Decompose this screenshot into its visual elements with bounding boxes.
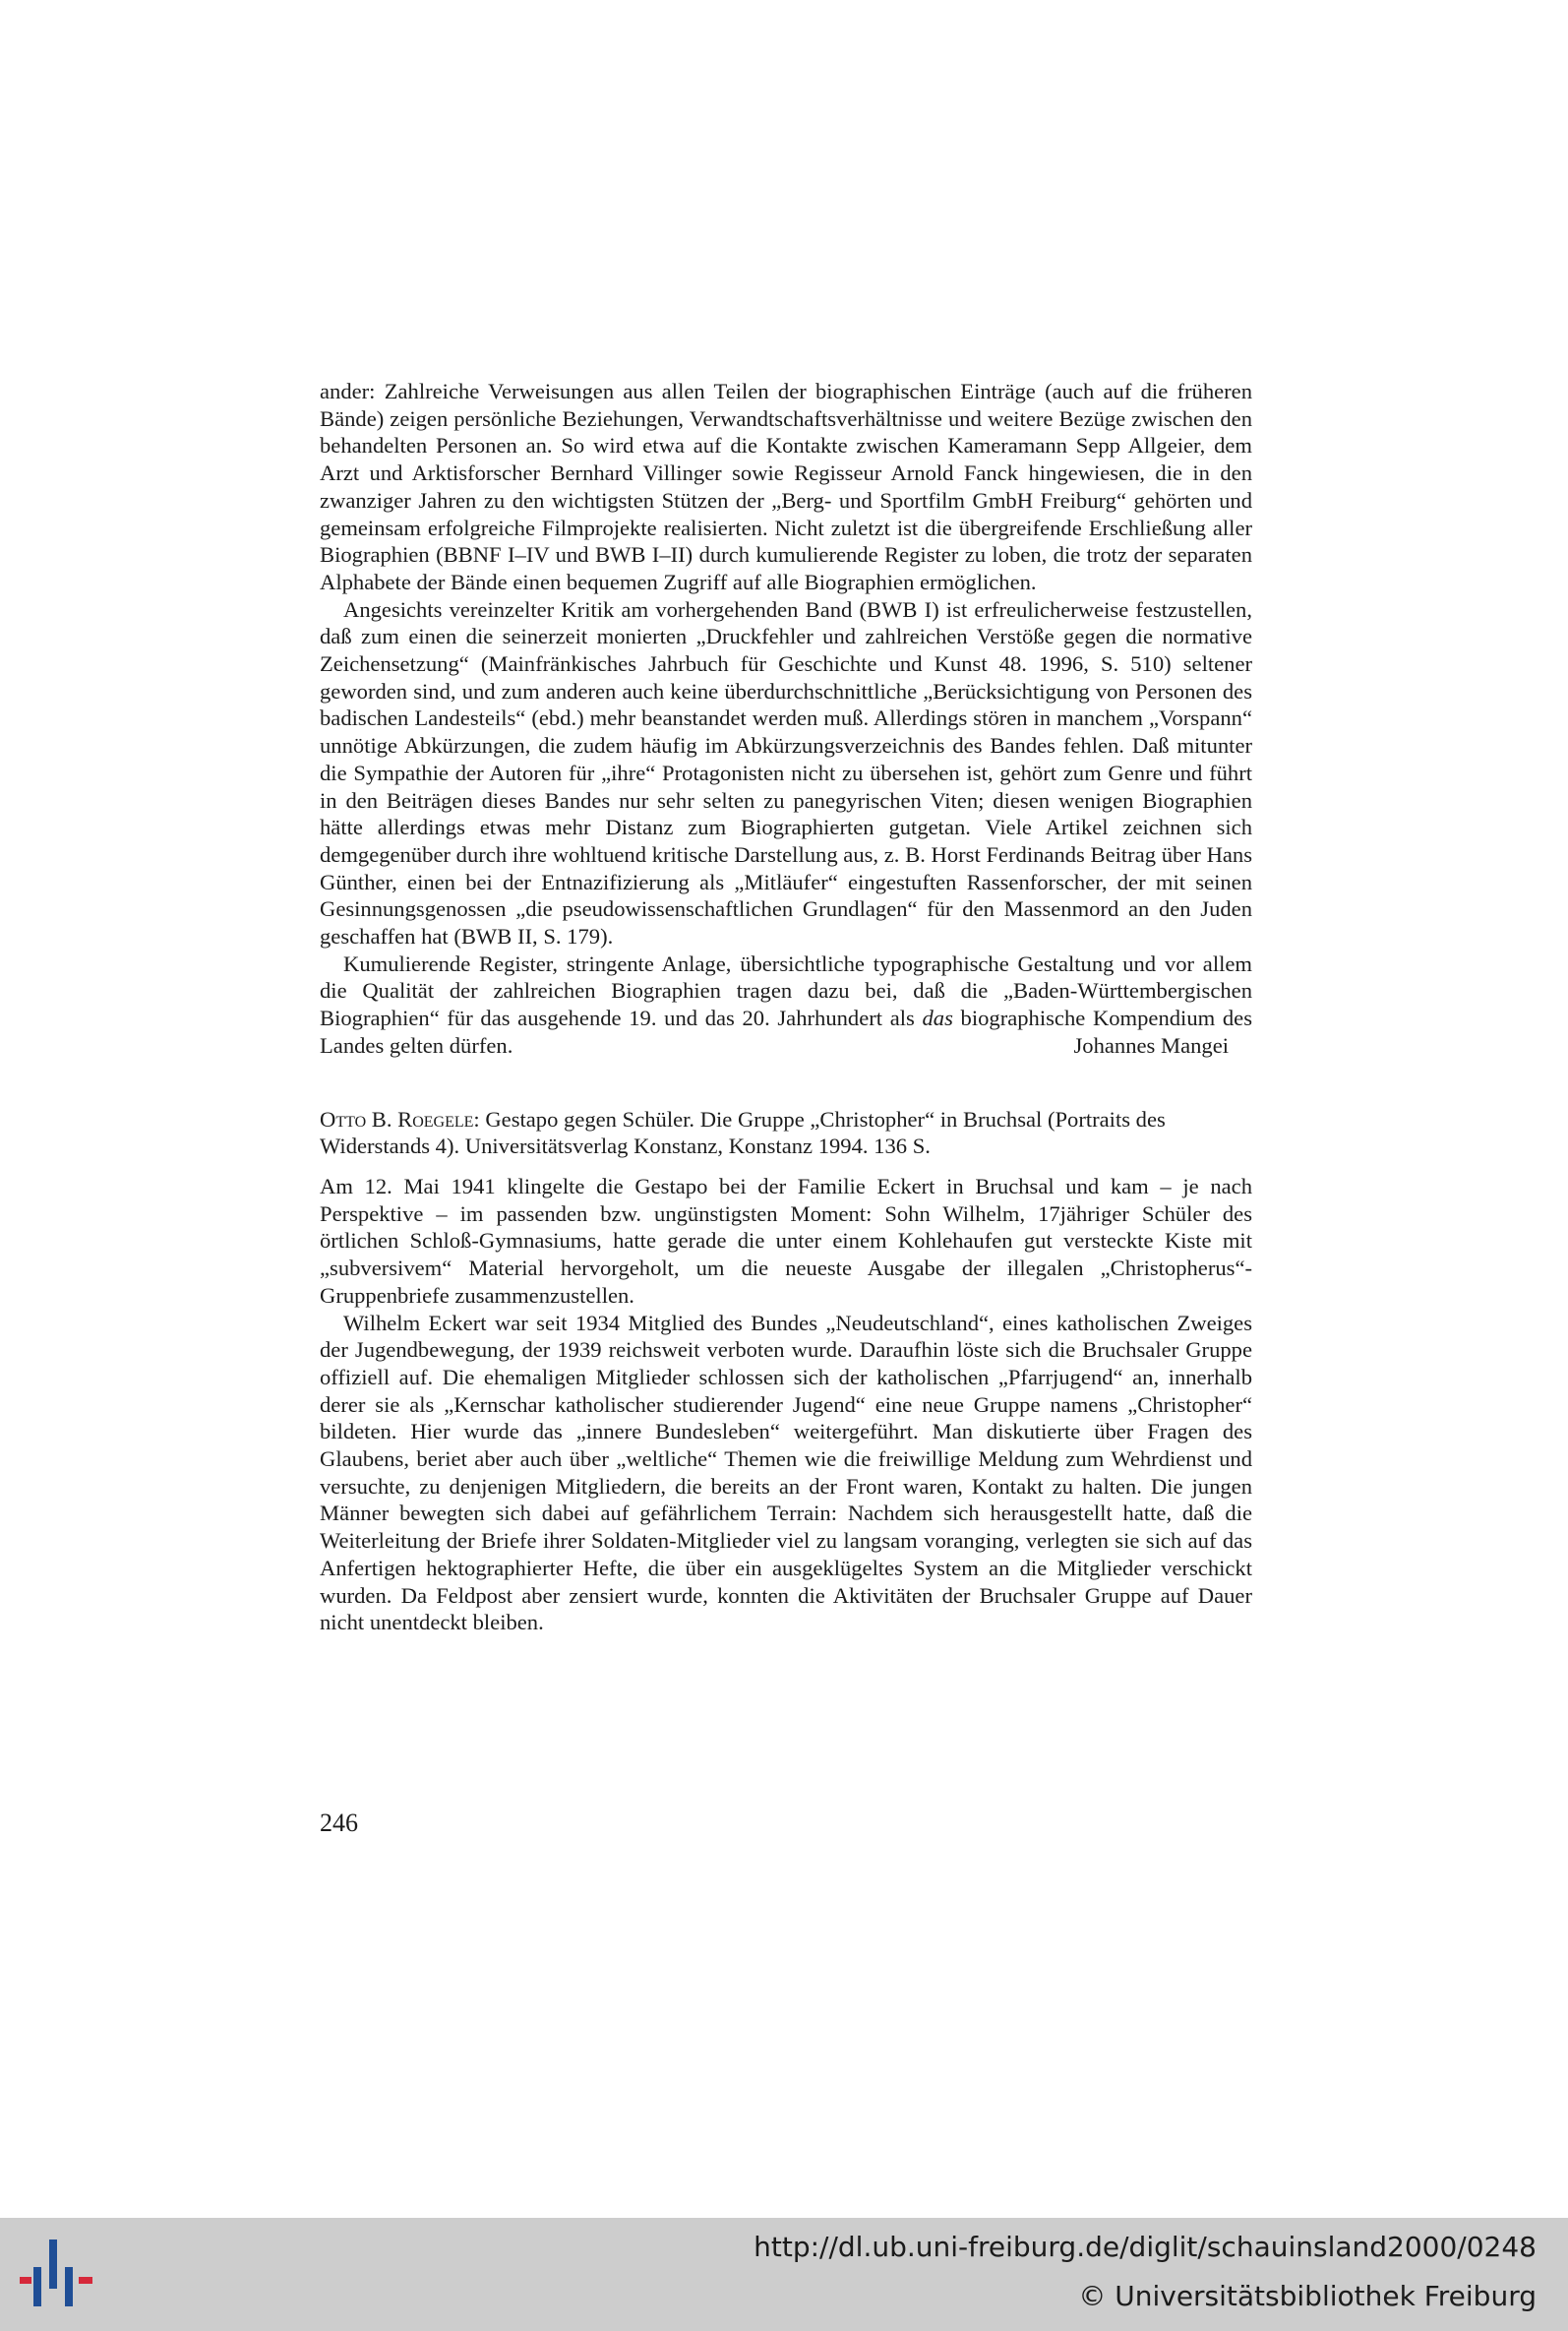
review-title: : Gestapo gegen Schüler. Die Gruppe „Christopher“ in Bruchsal (Portraits des Widerstands 4). Universitätsverlag Konstanz, Konstanz 1994. 136 S. [320, 1106, 1166, 1159]
page-number: 246 [320, 1809, 358, 1837]
review-paragraph-1: Am 12. Mai 1941 klingelte die Gestapo bei der Familie Eckert in Bruchsal und kam – je nach Perspektive – im passenden bzw. ungünstigsten Moment: Sohn Wilhelm, 17jähriger Schüler des örtlichen Schloß-Gymnasiums, hatte gerade die unter einem Kohlehaufen gut versteckte Kiste mit „subversivem“ Material hervorgeholt, um die neueste Ausgabe der illegalen „Christopherus“-Gruppenbriefe zusammenzustellen. [320, 1173, 1252, 1308]
article-paragraph-1: ander: Zahlreiche Verweisungen aus allen Teilen der biographischen Einträge (auch auf die früheren Bände) zeigen persönliche Beziehungen, Verwandtschaftsverhältnisse und weitere Bezüge zwischen den behandelten Personen an. So wird etwa auf die Kontakte zwischen Kameramann Sepp Allgeier, dem Arzt und Arktisforscher Bernhard Villinger sowie Regisseur Arnold Fanck hingewiesen, die in den zwanziger Jahren zu den wichtigsten Stützen der „Berg- und Sportfilm GmbH Freiburg“ gehörten und gemeinsam erfolgreiche Filmprojekte realisierten. Nicht zuletzt ist die übergreifende Erschließung aller Biographien (BBNF I–IV und BWB I–II) durch kumulierende Register zu loben, die trotz der separaten Alphabete der Bände einen bequemen Zugriff auf alle Biographien ermöglichen. [320, 379, 1252, 594]
reviewer-signature: Johannes Mangei [1073, 1032, 1229, 1058]
review-paragraph-2: Wilhelm Eckert war seit 1934 Mitglied des Bundes „Neudeutschland“, eines katholischen Zweiges der Jugendbewegung, der 1939 reichsweit verboten wurde. Daraufhin löste sich die Bruchsaler Gruppe offiziell auf. Die ehemaligen Mitglieder schlossen sich der katholischen „Pfarrjugend“ an, innerhalb derer sie als „Kernschar katholischer studierender Jugend“ eine neue Gruppe namens „Christopher“ bildeten. Hier wurde das „innere Bundesleben“ weitergeführt. Man diskutierte über Fragen des Glaubens, beriet aber auch über „weltliche“ Themen wie die freiwillige Meldung zum Wehrdienst und versuchte, zu denjenigen Mitgliedern, die bereits an der Front waren, Kontakt zu halten. Die jungen Männer bewegten sich dabei auf gefährlichem Terrain: Nachdem sich herausgestellt hatte, daß die Weiterleitung der Briefe ihrer Soldaten-Mitglieder viel zu langsam voranging, verlegten sie sich auf das Anfertigen hektographierter Hefte, die über ein ausgeklügeltes System an die Mitglieder verschickt wurden. Da Feldpost aber zensiert wurde, konnten die Aktivitäten der Bruchsaler Gruppe auf Dauer nicht unentdeckt bleiben. [320, 1310, 1252, 1635]
article-paragraph-3 [320, 951, 1252, 1060]
ub-freiburg-logo-icon [20, 2232, 98, 2320]
article-paragraph-2: Angesichts vereinzelter Kritik am vorhergehenden Band (BWB I) ist erfreulicherweise festzustellen, daß zum einen die seinerzeit monierten „Druckfehler und zahlreichen Verstöße gegen die normative Zeichensetzung“ (Mainfränkisches Jahrbuch für Geschichte und Kunst 48. 1996, S. 510) seltener geworden sind, und zum anderen auch keine überdurchschnittliche „Berücksichtigung von Personen des badischen Landesteils“ (ebd.) mehr beanstandet werden muß. Allerdings stören in manchem „Vorspann“ unnötige Abkürzungen, die zudem häufig im Abkürzungsverzeichnis des Bandes fehlen. Daß mitunter die Sympathie der Autoren für „ihre“ Protagonisten nicht zu übersehen ist, gehört zum Genre und führt in den Beiträgen dieses Bandes nur sehr selten zu panegyrischen Viten; diesen wenigen Biographien hätte allerdings etwas mehr Distanz zum Biographierten gutgetan. Viele Artikel zeichnen sich demgegenüber durch ihre wohltuend kritische Darstellung aus, z. B. Horst Ferdinands Beitrag über Hans Günther, einen bei der Entnazifizierung als „Mitläufer“ eingestuften Rassenforscher, der mit seinen Gesinnungsgenossen „die pseudowissenschaftlichen Grundlagen“ für den Massenmord an den Juden geschaffen hat (BWB II, S. 179). [320, 596, 1252, 950]
text-block [320, 378, 1252, 1636]
emphasis-das: das [922, 1006, 953, 1031]
footer-url-link[interactable]: http://dl.ub.uni-freiburg.de/diglit/schauinsland2000/0248 [754, 2231, 1537, 2263]
review-author: Otto B. Roegele [320, 1106, 474, 1132]
spacer [320, 1160, 1252, 1173]
paragraph-3-text: Kumulierende Register, stringente Anlage, übersichtliche typographische Gestaltung und vor allem die Qualität der zahlreichen Biographien tragen dazu bei, daß die „Baden-Württembergischen Biographien“ für das ausgehende 19. und das 20. Jahrhundert als [320, 951, 1252, 1031]
review-heading [320, 1106, 1252, 1160]
footer-bar [0, 2218, 1568, 2331]
footer-copyright: © Universitätsbibliothek Freiburg [1078, 2280, 1537, 2312]
paragraph-3-text-end: biographische Kompendium des Landes gelten dürfen. [320, 1006, 1252, 1058]
